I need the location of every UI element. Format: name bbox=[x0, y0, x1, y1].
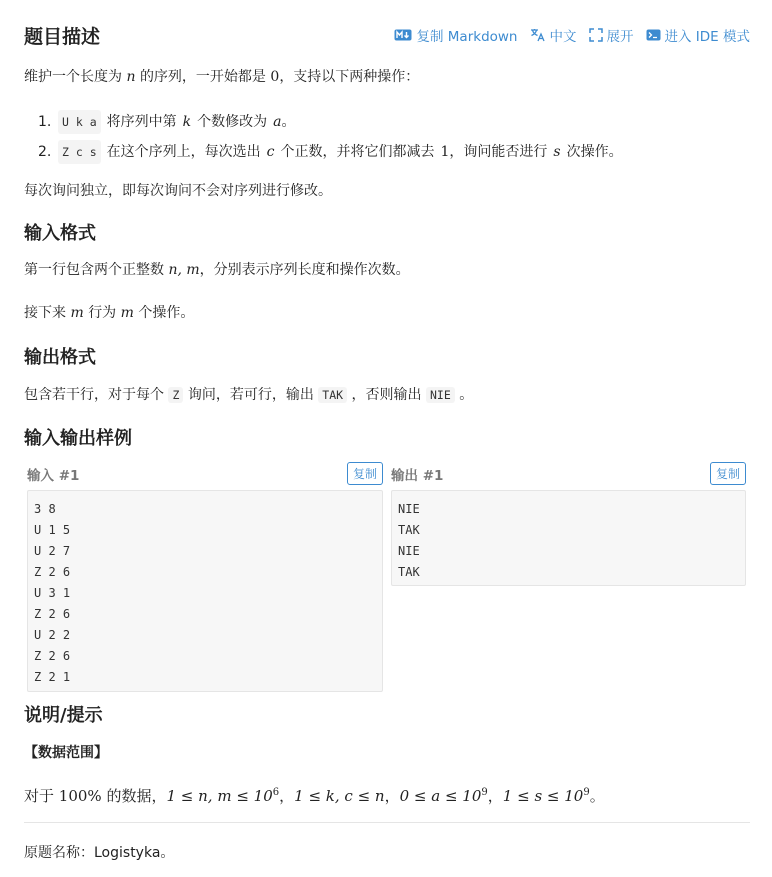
expand-button[interactable] bbox=[589, 25, 634, 45]
op-code: Z c s bbox=[58, 140, 101, 164]
output-format-title: 输出格式 bbox=[24, 347, 96, 368]
sample-line: NIE bbox=[398, 502, 420, 516]
sample-line: Z 2 1 bbox=[34, 670, 71, 684]
sample-output-label: 输出 #1 bbox=[391, 467, 444, 484]
expand-label: 展开 bbox=[606, 29, 634, 45]
terminal-icon bbox=[646, 29, 661, 41]
sample-input-box[interactable] bbox=[27, 490, 383, 692]
output-format-line: 包含若干行，对于每个 Z 询问，若可行，输出 TAK ，否则输出 NIE 。 bbox=[24, 387, 474, 403]
sample-line: U 2 7 bbox=[34, 544, 71, 558]
copy-markdown-button[interactable] bbox=[394, 25, 517, 45]
sample-line: U 3 1 bbox=[34, 586, 71, 600]
sample-output-header bbox=[391, 462, 746, 485]
list-item: 2. Z c s 在这个序列上，每次选出 c 个正数，并将它们都减去 1，询问能否进行 s 次操作。 bbox=[38, 137, 748, 167]
copy-markdown-label: 复制 Markdown bbox=[416, 29, 518, 45]
samples-title: 输入输出样例 bbox=[24, 428, 132, 449]
input-format-title: 输入格式 bbox=[24, 223, 96, 244]
language-button[interactable] bbox=[530, 25, 577, 45]
sample-output-box[interactable] bbox=[391, 490, 746, 586]
copy-input-button[interactable]: 复制 bbox=[347, 462, 383, 485]
translate-icon bbox=[530, 28, 546, 42]
description-intro: 维护一个长度为 n 的序列，一开始都是 0，支持以下两种操作： bbox=[24, 69, 420, 85]
operations-list bbox=[38, 107, 748, 167]
op-code: U k a bbox=[58, 110, 101, 134]
sample-input-label: 输入 #1 bbox=[27, 467, 80, 484]
source-note: 原题名称：Logistyka。 bbox=[24, 845, 175, 861]
sample-line: Z 2 6 bbox=[34, 649, 71, 663]
sample-line: U 2 2 bbox=[34, 628, 71, 642]
sample-line: TAK bbox=[398, 565, 420, 579]
header bbox=[24, 22, 750, 48]
sample-line: NIE bbox=[398, 544, 420, 558]
markdown-icon bbox=[394, 29, 412, 41]
toolbar bbox=[394, 25, 750, 45]
sample-input-header bbox=[27, 462, 383, 485]
ide-mode-label: 进入 IDE 模式 bbox=[664, 29, 750, 45]
hint-title: 说明/提示 bbox=[24, 705, 103, 726]
range-title: 【数据范围】 bbox=[24, 745, 108, 761]
expand-icon bbox=[589, 28, 603, 42]
list-item: 1. U k a 将序列中第 k 个数修改为 a。 bbox=[38, 107, 748, 137]
sample-line: 3 8 bbox=[34, 502, 56, 516]
description-note: 每次询问独立，即每次询问不会对序列进行修改。 bbox=[24, 183, 332, 199]
ide-mode-button[interactable] bbox=[646, 25, 751, 45]
copy-output-button[interactable]: 复制 bbox=[710, 462, 746, 485]
divider bbox=[24, 822, 750, 823]
input-format-line-1: 第一行包含两个正整数 n, m，分别表示序列长度和操作次数。 bbox=[24, 262, 410, 278]
sample-line: Z 2 6 bbox=[34, 565, 71, 579]
input-format-line-2: 接下来 m 行为 m 个操作。 bbox=[24, 305, 195, 321]
page-title: 题目描述 bbox=[24, 26, 101, 48]
language-label: 中文 bbox=[549, 29, 577, 45]
sample-line: TAK bbox=[398, 523, 420, 537]
sample-line: U 1 5 bbox=[34, 523, 71, 537]
range-line: 对于 100% 的数据，1 ≤ n, $m \le 10^6$，1 ≤ k, c ≤ n，$0 \le a \le 10^9$，$1 \le s \le 10^9$。 bbox=[24, 787, 605, 805]
sample-line: Z 2 6 bbox=[34, 607, 71, 621]
